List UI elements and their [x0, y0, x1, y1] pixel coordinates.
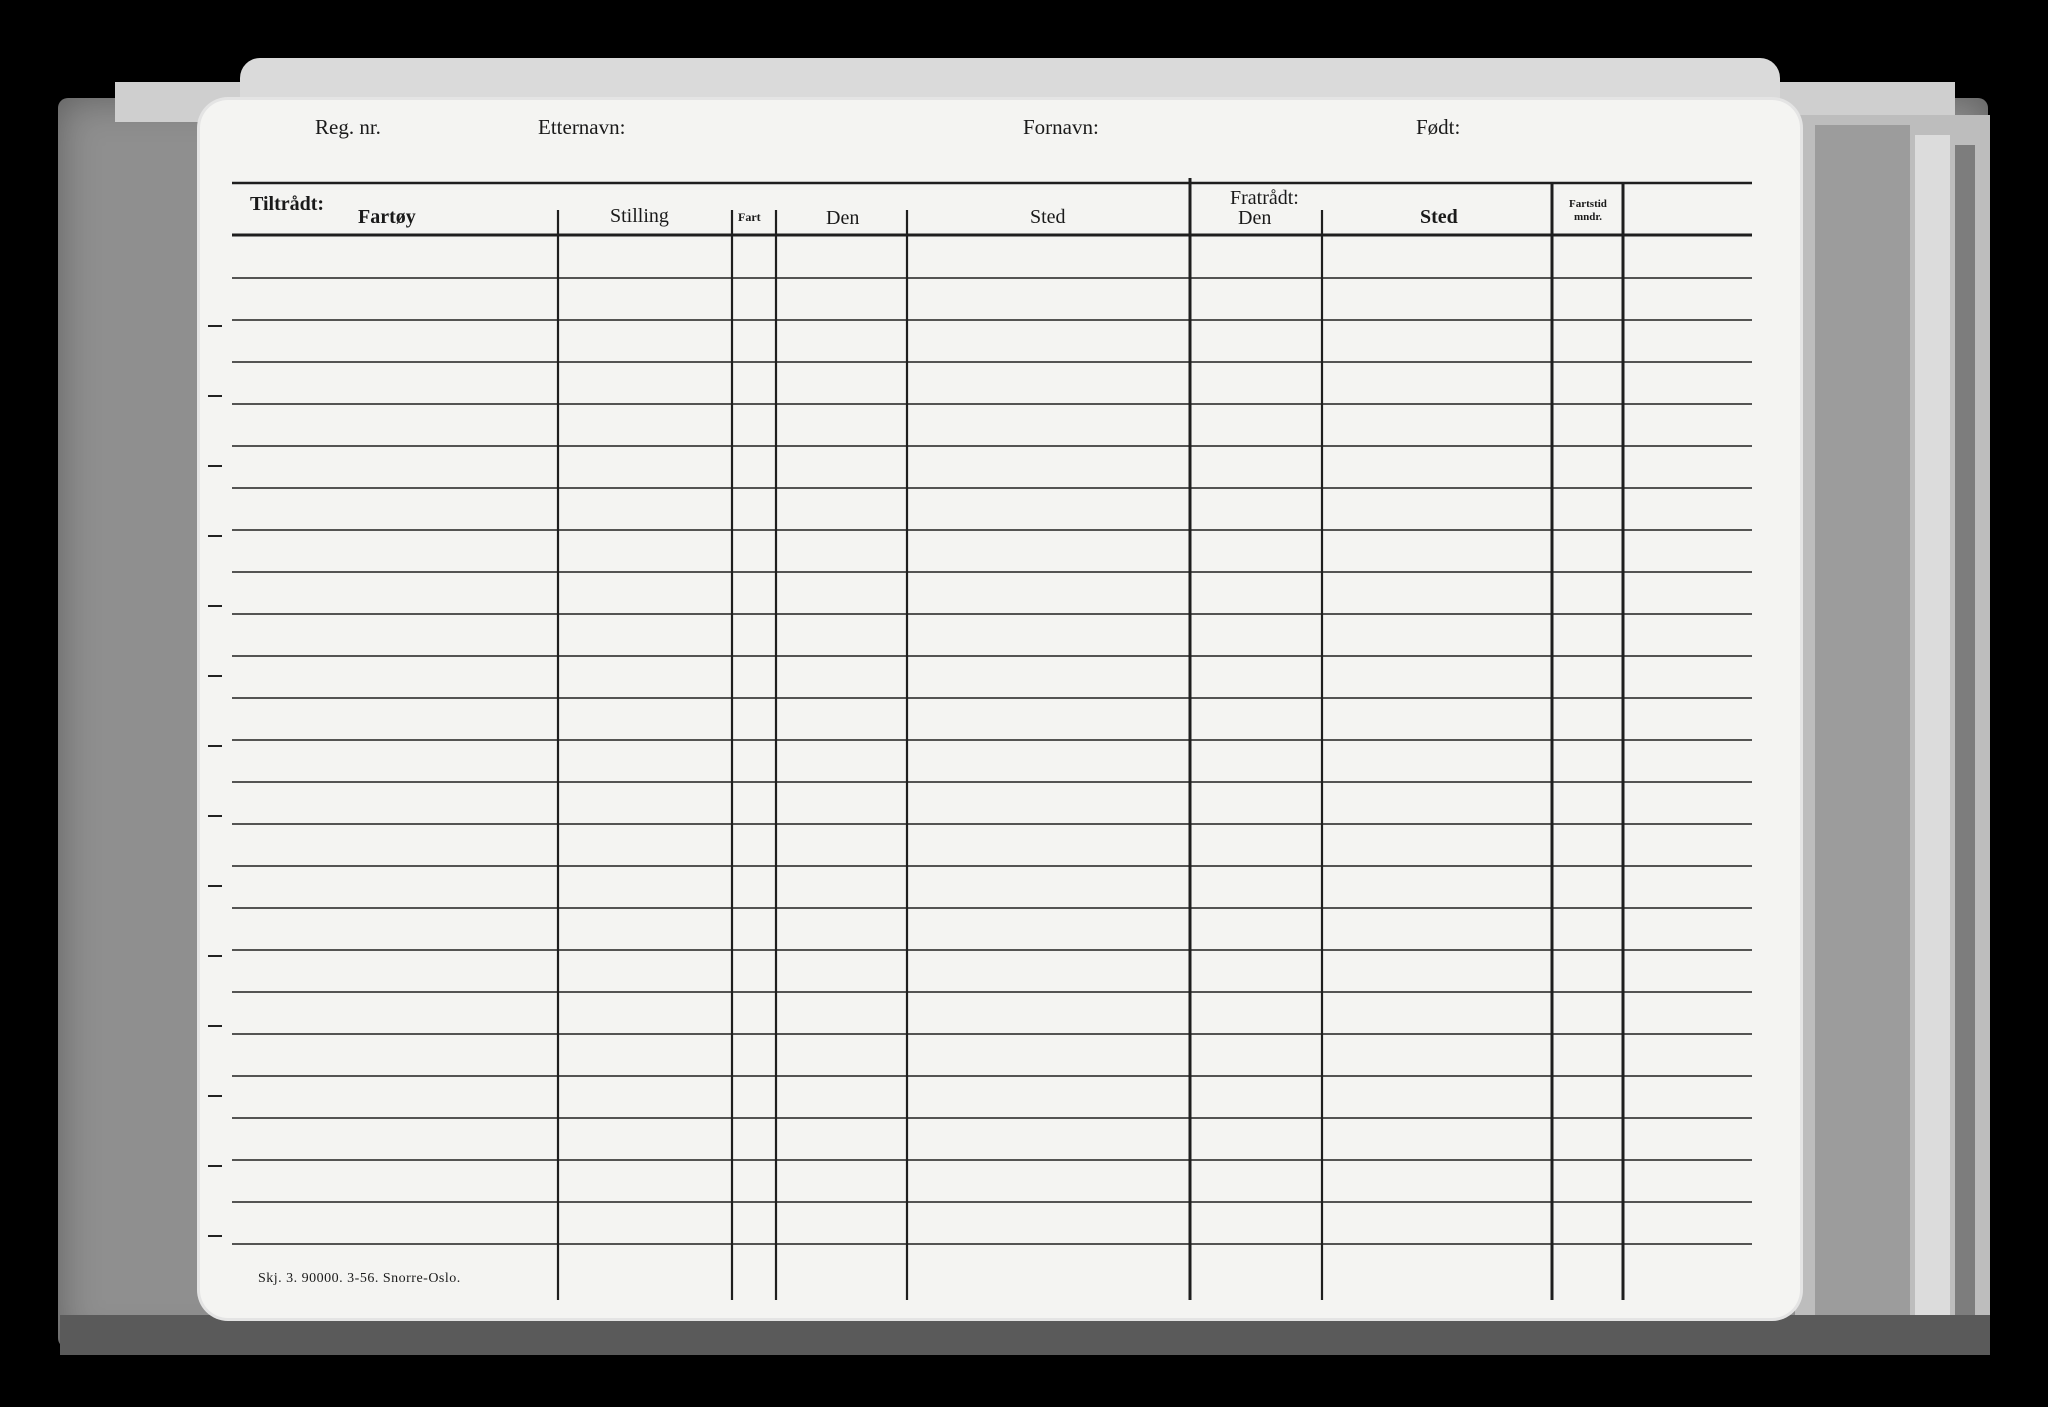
seaman-record-card — [200, 100, 1800, 1318]
margin-tick — [208, 1235, 222, 1237]
col-fartstid-line1: Fartstid — [1569, 198, 1607, 210]
margin-tick — [208, 605, 222, 607]
col-stilling: Stilling — [610, 205, 669, 227]
ruled-table-grid — [200, 100, 1800, 1318]
margin-tick — [208, 535, 222, 537]
col-den-fratradt: Den — [1238, 207, 1272, 229]
margin-tick — [208, 1095, 222, 1097]
margin-tick — [208, 465, 222, 467]
card-edge-strip — [1915, 135, 1950, 1325]
fratradt-label: Fratrådt: — [1230, 187, 1299, 209]
col-fartstid — [1556, 198, 1620, 223]
margin-tick — [208, 325, 222, 327]
card-edge-strip — [1815, 125, 1910, 1330]
margin-tick — [208, 1165, 222, 1167]
etternavn-label: Etternavn: — [538, 115, 626, 139]
margin-tick — [208, 885, 222, 887]
col-fart: Fart — [738, 210, 761, 224]
printer-footer: Skj. 3. 90000. 3-56. Snorre-Oslo. — [258, 1271, 461, 1286]
fodt-label: Født: — [1416, 115, 1461, 139]
row-rules — [232, 278, 1752, 1244]
tiltradt-label: Tiltrådt: — [250, 193, 325, 215]
right-card-stack — [1795, 115, 1990, 1335]
margin-tick — [208, 745, 222, 747]
col-den-tiltradt: Den — [826, 207, 860, 229]
col-fartoy: Fartøy — [358, 206, 416, 228]
col-sted-fratradt: Sted — [1420, 206, 1458, 228]
card-edge-strip — [1955, 145, 1975, 1315]
margin-tick — [208, 675, 222, 677]
margin-tick — [208, 815, 222, 817]
fornavn-label: Fornavn: — [1023, 115, 1099, 139]
col-fartstid-line2: mndr. — [1573, 210, 1603, 223]
col-sted-tiltradt: Sted — [1030, 206, 1066, 228]
column-rules — [558, 178, 1623, 1300]
margin-tick — [208, 395, 222, 397]
reg-nr-label: Reg. nr. — [315, 115, 381, 139]
margin-tick — [208, 1025, 222, 1027]
folder-bottom-edge — [60, 1315, 1990, 1355]
margin-tick — [208, 955, 222, 957]
